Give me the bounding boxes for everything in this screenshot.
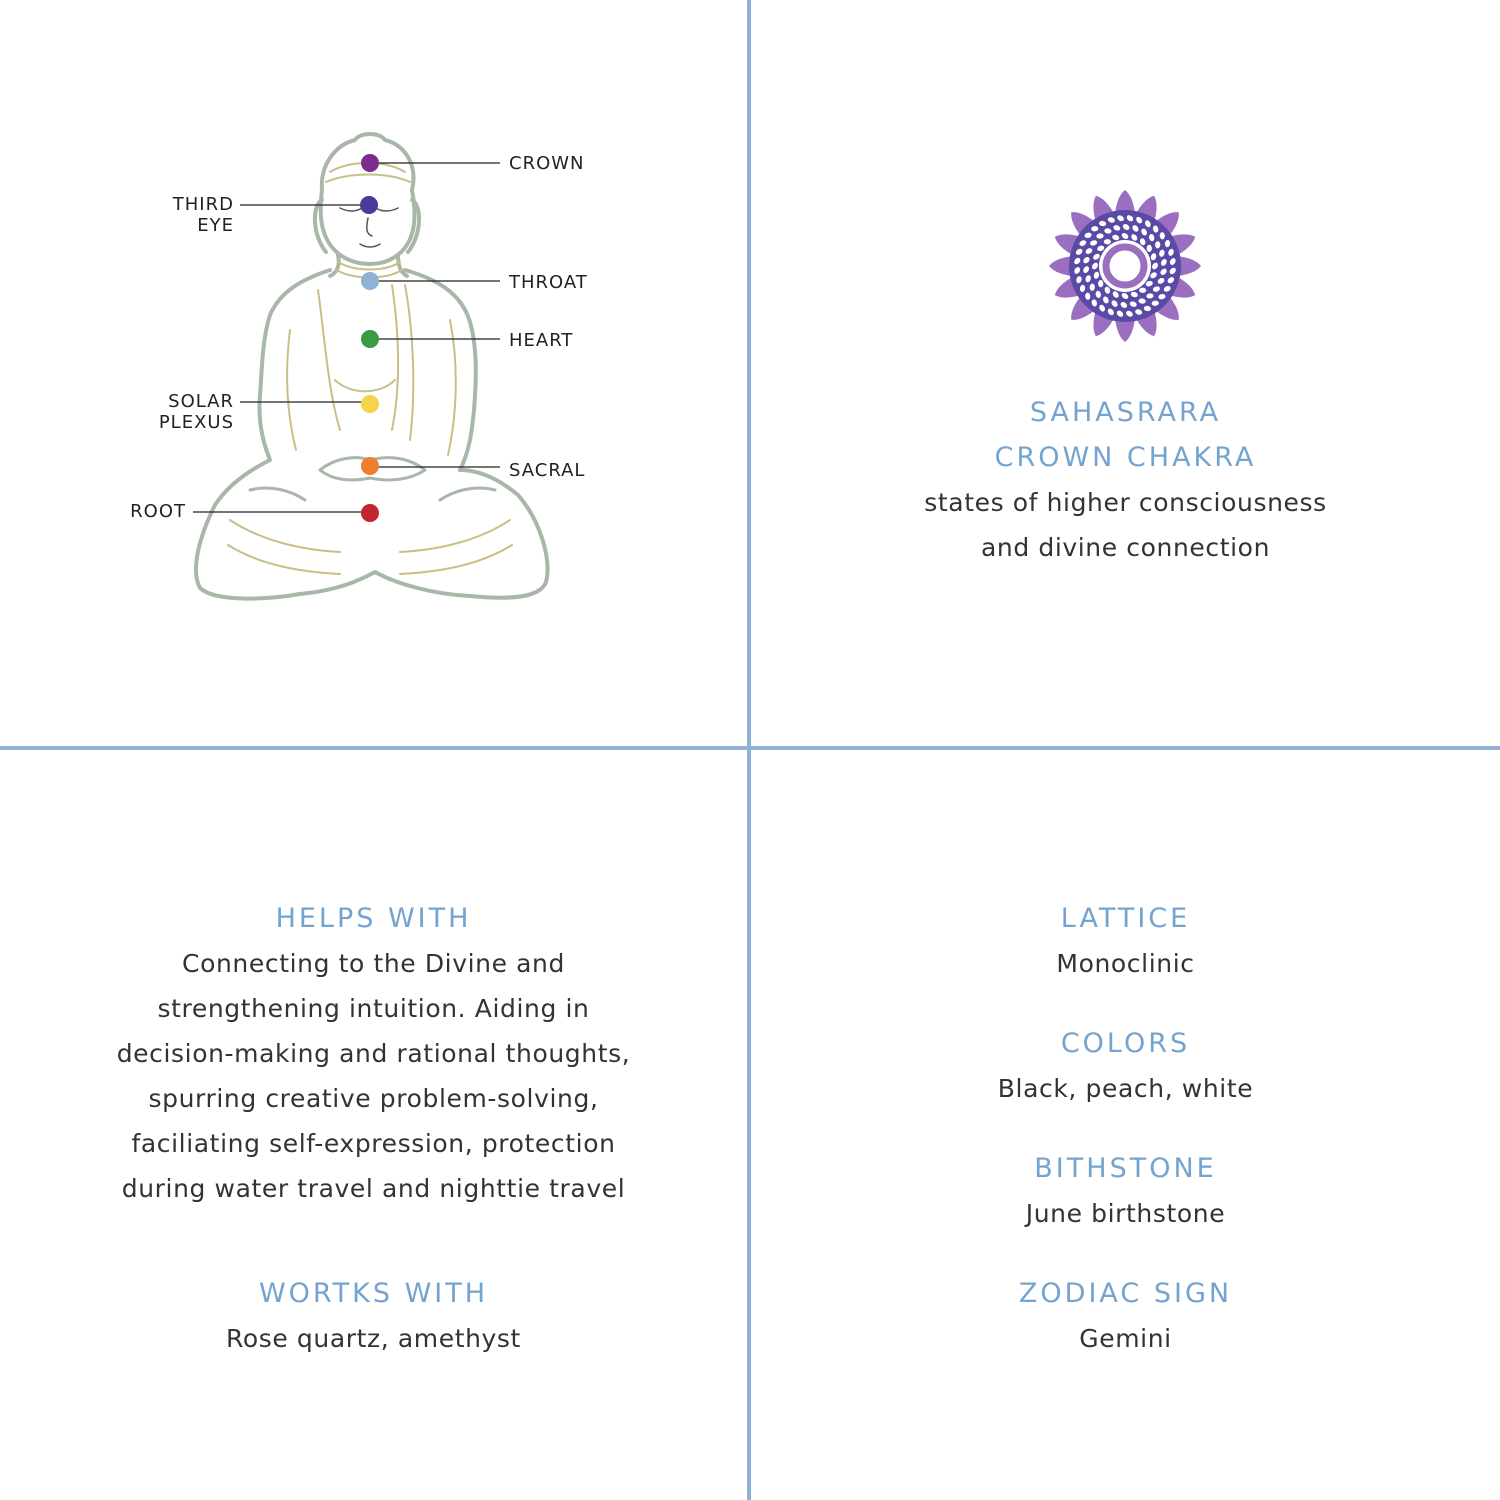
helps-line: spurring creative problem-solving, [148,1084,599,1113]
property-value: Gemini [1079,1324,1172,1353]
label-third-eye-line1: THIRD [172,194,234,215]
helps-line: during water travel and nighttie travel [121,1174,626,1203]
property-colors [751,1021,1500,1111]
chakra-description-line2: and divine connection [980,533,1271,562]
crown-chakra-lotus-icon [1047,188,1203,344]
chakra-title: CROWN CHAKRA [994,442,1257,473]
label-throat: THROAT [509,272,588,293]
works-with-heading: WORTKS WITH [258,1278,489,1309]
label-sacral: SACRAL [509,460,586,481]
throat-chakra-dot [361,272,379,290]
helps-line: Connecting to the Divine and [182,949,565,978]
buddha-chakra-diagram [0,0,747,746]
property-lattice [751,896,1500,986]
helps-line: decision-making and rational thoughts, [116,1039,631,1068]
works-with-value: Rose quartz, amethyst [226,1324,521,1353]
label-third-eye-line2: EYE [197,215,234,236]
third-eye-chakra-dot [360,196,378,214]
chakra-diagram-panel [0,0,747,746]
helps-line: faciliating self-expression, protection [131,1129,616,1158]
sacral-chakra-dot [361,457,379,475]
property-value: June birthstone [1025,1199,1226,1228]
property-heading: LATTICE [1060,903,1191,934]
properties-panel [751,750,1500,1500]
root-chakra-dot [361,504,379,522]
works-with-section [0,1271,747,1361]
label-solar-line1: SOLAR [168,391,234,412]
helps-with-section [0,896,747,1211]
property-heading: COLORS [1060,1028,1191,1059]
property-birthstone [751,1146,1500,1236]
label-solar-line2: PLEXUS [158,412,234,433]
crown-chakra-panel [751,0,1500,746]
chakra-info [751,390,1500,570]
helps-with-heading: HELPS WITH [275,903,472,934]
property-heading: BITHSTONE [1034,1153,1217,1184]
property-value: Black, peach, white [997,1074,1254,1103]
heart-chakra-dot [361,330,379,348]
solar-plexus-chakra-dot [361,395,379,413]
label-heart: HEART [509,330,574,351]
chakra-description-line1: states of higher consciousness [924,488,1327,517]
crown-chakra-dot [361,154,379,172]
label-root: ROOT [130,501,186,522]
property-zodiac [751,1271,1500,1361]
label-crown: CROWN [509,153,585,174]
property-heading: ZODIAC SIGN [1018,1278,1233,1309]
helps-line: strengthening intuition. Aiding in [157,994,590,1023]
helps-with-panel [0,750,747,1500]
property-value: Monoclinic [1056,949,1195,978]
chakra-sanskrit-name: SAHASRARA [1029,397,1222,428]
